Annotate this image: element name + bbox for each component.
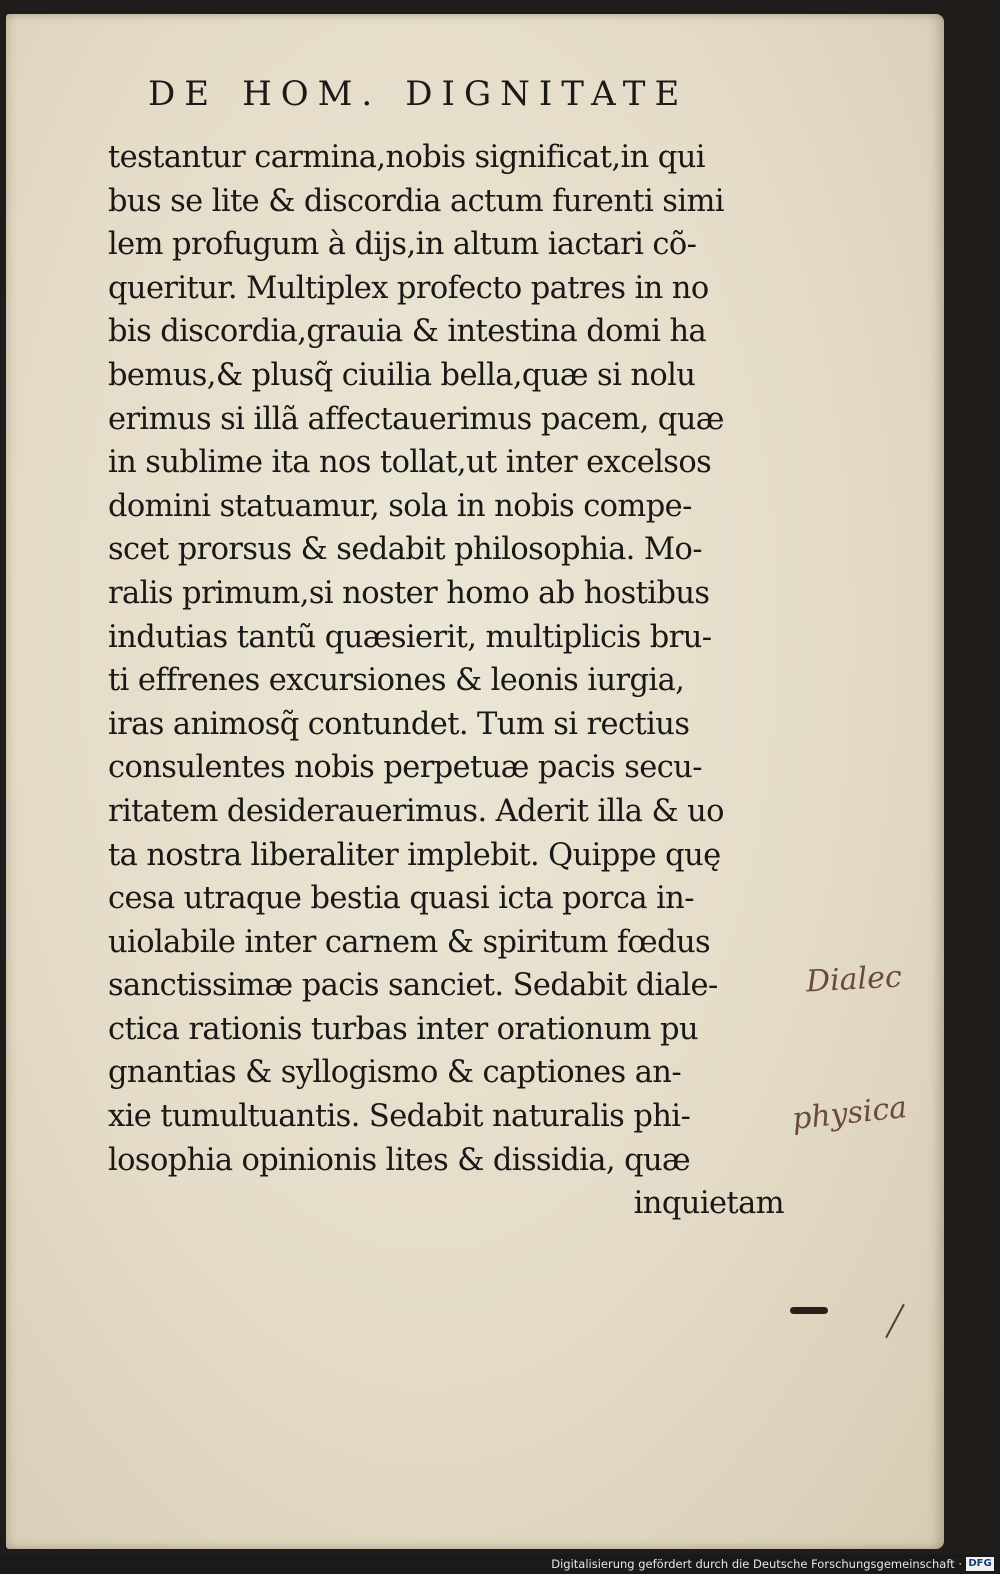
running-header bbox=[148, 74, 712, 114]
text-line: in sublime ita nos tollat,ut inter excelsos bbox=[108, 445, 712, 481]
marginal-annotation: Dialec bbox=[805, 959, 903, 1000]
text-line: lem profugum à dijs,in altum iactari cõ- bbox=[108, 227, 697, 263]
text-line: xie tumultuantis. Sedabit naturalis phi- bbox=[108, 1099, 691, 1135]
text-line: losophia opinionis lites & dissidia, quæ bbox=[108, 1142, 691, 1178]
text-line: sanctissimæ pacis sanciet. Sedabit diale- bbox=[108, 968, 718, 1004]
text-line: cesa utraque bestia quasi icta porca in- bbox=[108, 881, 694, 917]
text-line: ta nostra liberaliter implebit. Quippe quę bbox=[108, 837, 721, 873]
ink-mark bbox=[790, 1307, 828, 1314]
text-line: erimus si illã affectauerimus pacem, quæ bbox=[108, 401, 724, 437]
text-line: iras animosq̃ contundet. Tum si rectius bbox=[108, 706, 690, 742]
text-line: ti effrenes excursiones & leonis iurgia, bbox=[108, 663, 685, 699]
body-text bbox=[108, 136, 788, 1226]
text-line: testantur carmina,nobis significat,in qui bbox=[108, 140, 705, 175]
text-line: gnantias & syllogismo & captiones an- bbox=[108, 1055, 682, 1091]
text-line: ralis primum,si noster homo ab hostibus bbox=[108, 575, 710, 611]
dfg-logo: DFG bbox=[966, 1557, 994, 1571]
funding-notice: Digitalisierung gefördert durch die Deutsche Forschungsgemeinschaft · bbox=[551, 1557, 962, 1571]
header-word: DIGNITATE bbox=[405, 74, 689, 114]
text-line: domini statuamur, sola in nobis compe- bbox=[108, 488, 692, 524]
text-line: scet prorsus & sedabit philosophia. Mo- bbox=[108, 532, 702, 568]
text-line: ctica rationis turbas inter orationum pu bbox=[108, 1011, 699, 1047]
text-line: consulentes nobis perpetuæ pacis secu- bbox=[108, 750, 702, 786]
header-word: DE bbox=[148, 74, 219, 114]
text-line: bus se lite & discordia actum furenti simi bbox=[108, 183, 724, 219]
text-line: bemus,& plusq̃ ciuilia bella,quæ si nolu bbox=[108, 357, 696, 393]
catchword: inquietam bbox=[633, 1186, 784, 1222]
text-line: queritur. Multiplex profecto patres in no bbox=[108, 270, 709, 306]
text-line: bis discordia,grauia & intestina domi ha bbox=[108, 314, 707, 350]
text-line: indutias tantũ quæsierit, multiplicis bru- bbox=[108, 619, 712, 655]
header-word: HOM. bbox=[242, 74, 382, 114]
text-line: uiolabile inter carnem & spiritum fœdus bbox=[108, 924, 711, 960]
text-line: ritatem desiderauerimus. Aderit illa & uo bbox=[108, 793, 724, 829]
marginal-annotation: physica bbox=[790, 1090, 909, 1137]
